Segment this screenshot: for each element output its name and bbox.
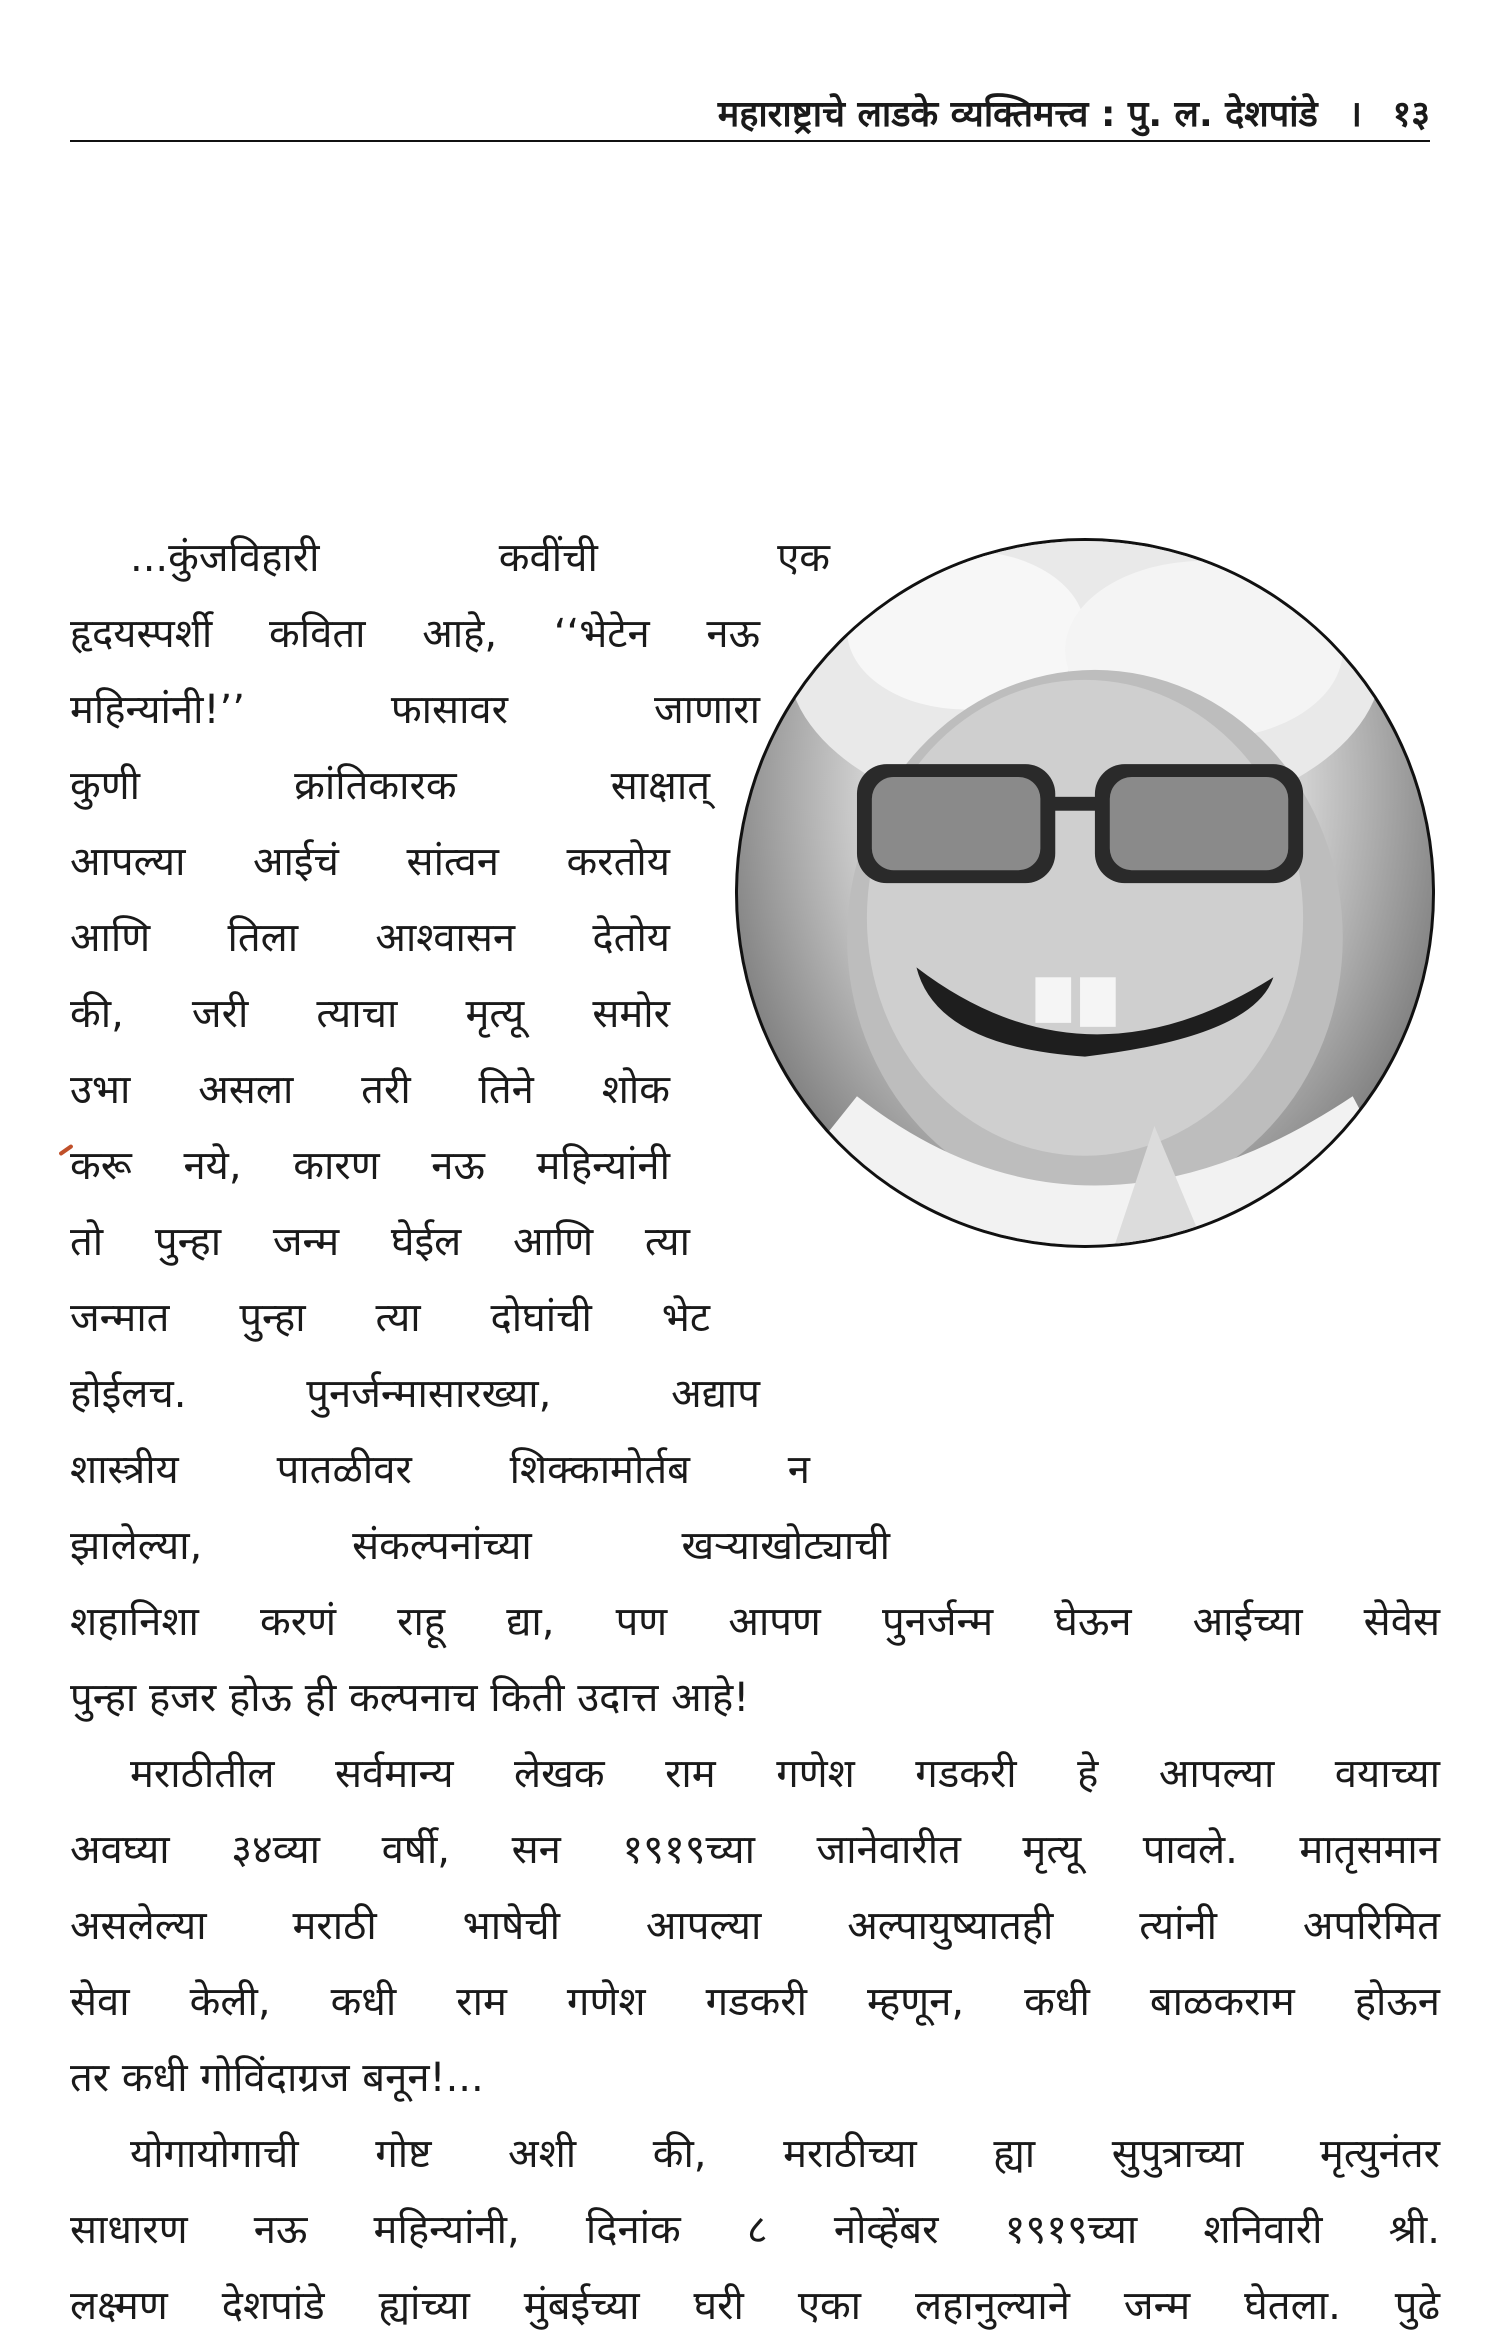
text-line: मराठीतील सर्वमान्य लेखक राम गणेश गडकरी हे आपल्या वयाच्या [130, 1751, 1440, 1797]
text-line: ...कुंजविहारी कवींची एक [130, 535, 830, 581]
text-line: आणि तिला आश्वासन देतोय [70, 915, 670, 961]
text-line: उभा असला तरी तिने शोक [70, 1067, 670, 1113]
text-line: अवघ्या ३४व्या वर्षी, सन १९१९च्या जानेवारीत मृत्यू पावले. मातृसमान [70, 1827, 1440, 1873]
running-title: महाराष्ट्राचे लाडके व्यक्तिमत्त्व : पु. ल. देशपांडे [717, 94, 1318, 135]
text-line: शास्त्रीय पातळीवर शिक्कामोर्तब न [70, 1447, 810, 1493]
text-line: सेवा केली, कधी राम गणेश गडकरी म्हणून, कधी बाळकराम होऊन [70, 1979, 1440, 2025]
text-line: तो पुन्हा जन्म घेईल आणि त्या [70, 1219, 690, 1265]
text-line: साधारण नऊ महिन्यांनी, दिनांक ८ नोव्हेंबर १९१९च्या शनिवारी श्री. [70, 2207, 1440, 2253]
text-line: महिन्यांनी!’’ फासावर जाणारा [70, 687, 760, 733]
body-text [70, 520, 1440, 2344]
text-line: पुन्हा हजर होऊ ही कल्पनाच किती उदात्त आहे! [70, 1675, 750, 1721]
text-line: झालेल्या, संकल्पनांच्या खऱ्याखोट्याची [70, 1523, 890, 1569]
text-line: करू नये, कारण नऊ महिन्यांनी [70, 1143, 670, 1189]
text-line: कुणी क्रांतिकारक साक्षात् [70, 763, 710, 809]
text-line: आपल्या आईचं सांत्वन करतोय [70, 839, 670, 885]
running-header [70, 90, 1430, 140]
text-line: हृदयस्पर्शी कविता आहे, ‘‘भेटेन नऊ [70, 611, 760, 657]
text-line: होईलच. पुनर्जन्मासारख्या, अद्याप [70, 1371, 760, 1417]
text-line: की, जरी त्याचा मृत्यू समोर [70, 991, 670, 1037]
text-line: शहानिशा करणं राहू द्या, पण आपण पुनर्जन्म घेऊन आईच्या सेवेस [70, 1599, 1440, 1645]
text-line: योगायोगाची गोष्ट अशी की, मराठीच्या ह्या सुपुत्राच्या मृत्युनंतर [130, 2131, 1440, 2177]
header-rule [70, 140, 1430, 142]
page-number: १३ [1392, 94, 1430, 135]
text-line: असलेल्या मराठी भाषेची आपल्या अल्पायुष्यातही त्यांनी अपरिमित [70, 1903, 1440, 1949]
text-line: लक्ष्मण देशपांडे ह्यांच्या मुंबईच्या घरी एका लहानुल्याने जन्म घेतला. पुढे [70, 2283, 1440, 2329]
header-separator: । [1348, 94, 1362, 135]
text-line: जन्मात पुन्हा त्या दोघांची भेट [70, 1295, 710, 1341]
text-line: तर कधी गोविंदाग्रज बनून!... [70, 2055, 484, 2101]
